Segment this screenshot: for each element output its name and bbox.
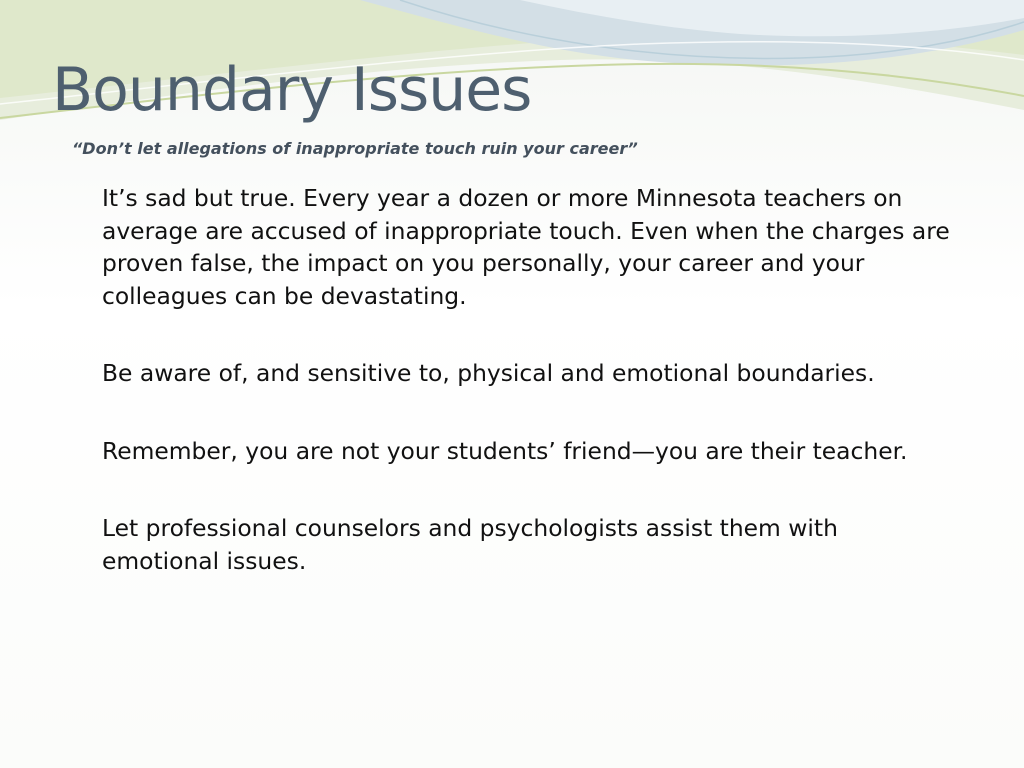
body-paragraph: Remember, you are not your students’ friend—you are their teacher. [102, 436, 908, 465]
slide-subtitle: “Don’t let allegations of inappropriate touch ruin your career” [72, 139, 638, 158]
body-paragraph: Let professional counselors and psychologists assist them with emotional issues. [102, 514, 838, 575]
body-paragraph: Be aware of, and sensitive to, physical and emotional boundaries. [102, 359, 875, 387]
slide-body [102, 182, 952, 622]
body-paragraph: It’s sad but true. Every year a dozen or more Minnesota teachers on average are accused of inappropriate touch. Even when the charges are proven false, the impact on you personally, your career and your colleagues can be devastating. [102, 184, 950, 310]
slide-title: Boundary Issues [52, 55, 532, 125]
